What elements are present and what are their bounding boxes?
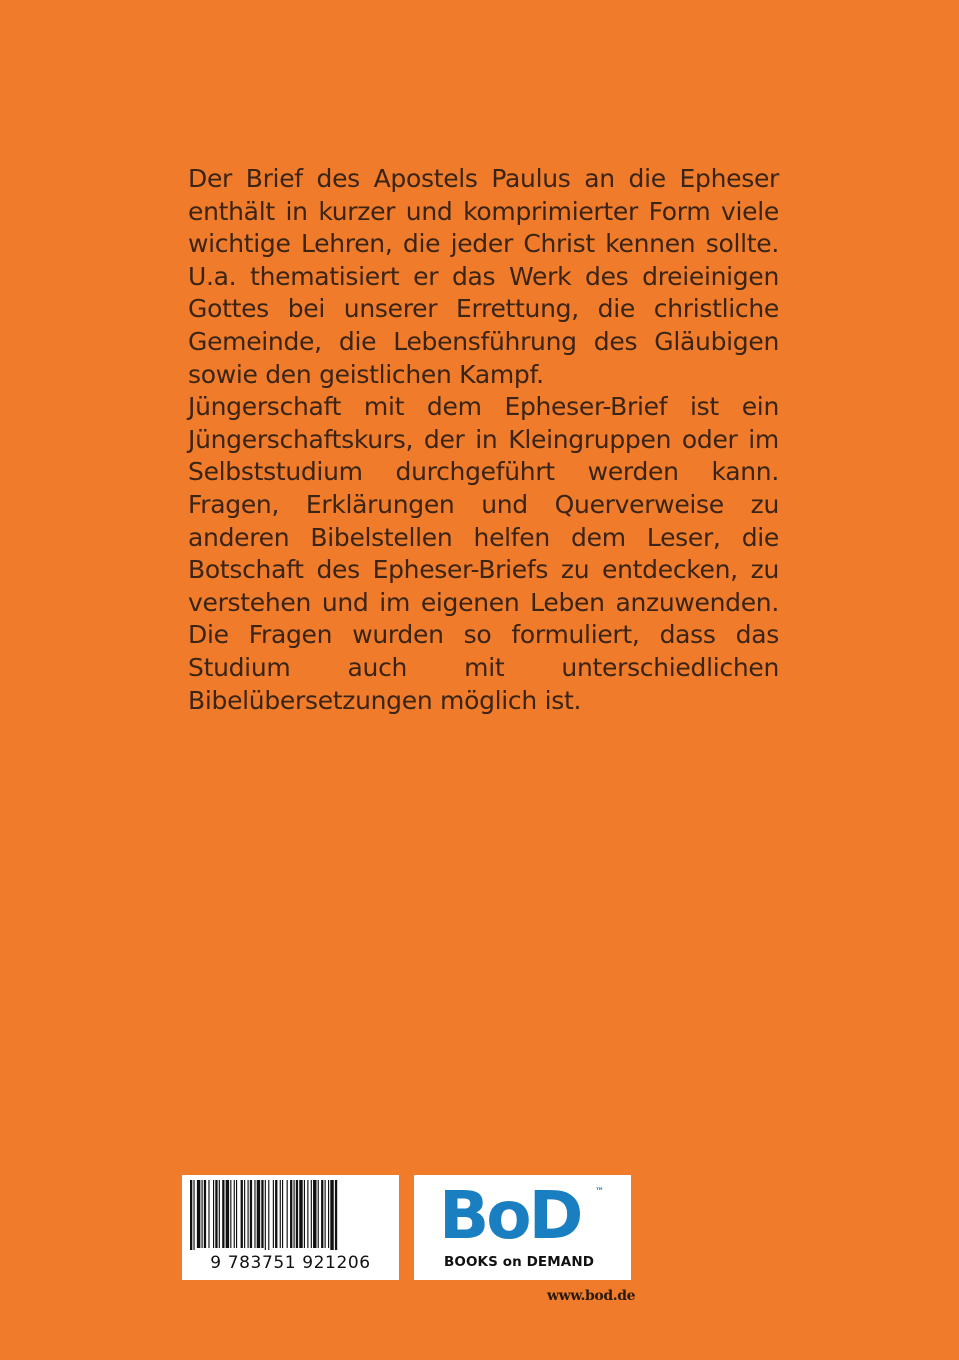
barcode-bar [226,1180,229,1248]
trademark-symbol: ™ [595,1187,604,1197]
barcode-bar [193,1180,194,1250]
barcode-bar [311,1180,312,1248]
barcode-bar [190,1180,192,1250]
barcode-bar [304,1180,305,1248]
barcode-bar [321,1180,323,1248]
barcode-bar [197,1180,200,1248]
barcode-bar [307,1180,308,1248]
barcode-bar [268,1180,269,1250]
barcode-bar [287,1180,288,1248]
barcode-bar [257,1180,260,1248]
barcode-bar [325,1180,326,1248]
barcode-bar [204,1180,206,1248]
isbn-number: 9 783751 921206 [210,1253,371,1273]
publisher-tagline: BOOKS on DEMAND [444,1254,595,1270]
barcode-bar [313,1180,316,1248]
bod-logo: BoD [439,1177,581,1254]
barcode-bar [265,1180,266,1250]
barcode-bar [219,1180,220,1248]
barcode-bar [222,1180,224,1248]
barcode-bar [261,1180,263,1248]
barcode-bar [290,1180,292,1248]
barcode-bar [275,1180,277,1248]
barcode-bar [282,1180,283,1248]
barcode-bar [335,1180,337,1250]
barcode-bar [244,1180,245,1248]
barcode-bar [299,1180,302,1248]
barcode-bar [273,1180,274,1248]
barcode-bar [248,1180,249,1248]
isbn-barcode [182,1175,399,1280]
barcode-bar [254,1180,255,1248]
back-cover-blurb [188,163,779,717]
barcode-bar [280,1180,281,1248]
barcode-bar [208,1180,209,1248]
barcode-bar [318,1180,319,1248]
publisher-url: www.bod.de [547,1288,636,1304]
barcode-bar [213,1180,214,1248]
barcode-bar [215,1180,217,1248]
barcode-bar [202,1180,203,1248]
publisher-logo-box [414,1175,631,1280]
blurb-paragraph-1: Der Brief des Apostels Paulus an die Epheser enthält in kurzer und komprimierter Form viele wichtige Lehren, die jeder Christ kennen sollte. U.a. thematisiert er das Werk des dreieinigen Gottes bei unserer Errettung, die christliche Gemeinde, die Lebensführung des Gläubigen sowie den geistlichen Kampf. [188,164,779,389]
barcode-bar [294,1180,295,1248]
barcode-bar [230,1180,231,1248]
barcode-bar [296,1180,298,1248]
barcode-bar [241,1180,243,1248]
barcode-bar [236,1180,237,1248]
barcode-bar [328,1180,329,1248]
barcode-bars-graphic [190,1180,391,1250]
barcode-bar [250,1180,252,1248]
barcode-bar [234,1180,235,1248]
blurb-paragraph-2: Jüngerschaft mit dem Epheser-Brief ist ein Jüngerschaftskurs, der in Kleingruppen oder im Selbststudium durchgeführt werden kann. Fragen, Erklärungen und Querverweise zu anderen Bibelstellen helfen dem Leser, die Botschaft des Epheser-Briefs zu entdecken, zu verstehen und im eigenen Leben anzuwenden. Die Fragen wurden so formuliert, dass das Studium auch mit unterschiedlichen Bibelübersetzungen möglich ist. [188,392,779,715]
barcode-bar [330,1180,333,1250]
